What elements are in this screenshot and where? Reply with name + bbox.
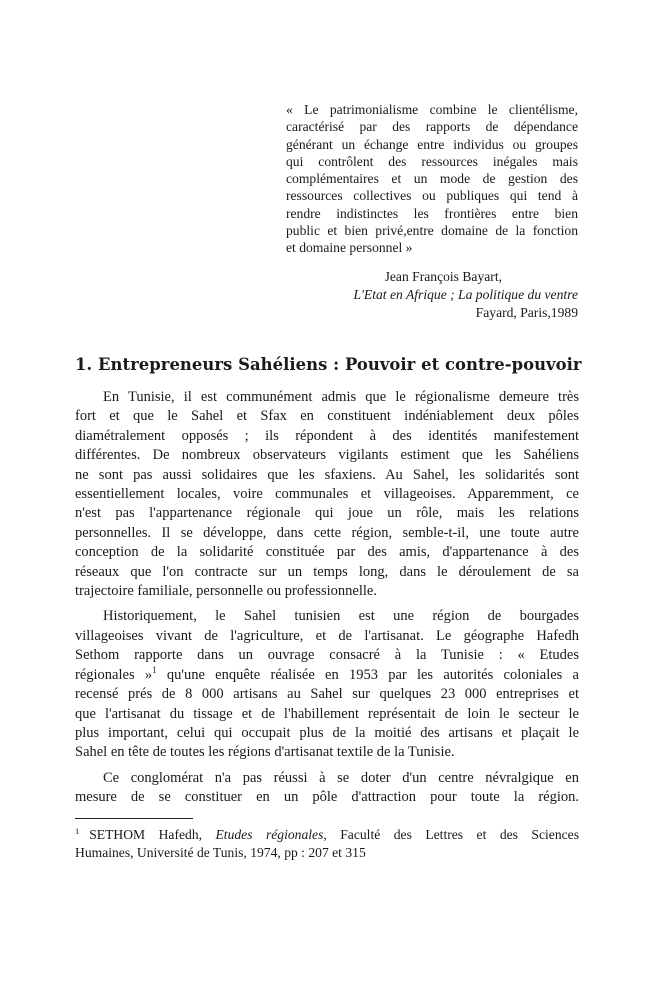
- text-line: [75, 666, 579, 685]
- text-line: fort et que le Sahel et Sfax en constituent indéniablement deux pôles: [75, 408, 579, 425]
- epigraph-line: qui contrôlent des ressources inégales mais: [286, 153, 578, 169]
- text-line: que l'artisanat du tissage et de l'habillement représentait de loin le secteur le: [75, 705, 579, 722]
- footnote-separator: [75, 818, 193, 819]
- text-line: personnelles. Il se développe, dans cette région, semble-t-il, une toute autre: [75, 524, 579, 541]
- paragraph-2: [75, 607, 579, 762]
- epigraph-line: public et bien privé,entre domaine de la fonction: [286, 223, 578, 239]
- text-line: diamétralement opposés ; ils répondent à des identités manifestement: [75, 427, 579, 444]
- text-line: conception de la solidarité constituée par des amis, d'appartenance à des: [75, 544, 579, 561]
- text-line: essentiellement locales, voire communales et villageoises. Apparemment, ce: [75, 486, 579, 503]
- text-line: n'est pas l'appartenance régionale qui joue un rôle, mais les relations: [75, 505, 579, 522]
- epigraph-line: « Le patrimonialisme combine le clientélisme,: [286, 102, 578, 117]
- section-heading: 1. Entrepreneurs Sahéliens : Pouvoir et contre-pouvoir: [75, 355, 582, 374]
- paragraph-3: [75, 769, 579, 808]
- epigraph-attribution: [353, 268, 578, 322]
- footnote-title: Etudes régionales: [215, 827, 324, 842]
- epigraph-work-title: L'Etat en Afrique ; La politique du ventre: [353, 287, 578, 302]
- text-segment: qu'une enquête réalisée en 1953 par les autorités coloniales a: [156, 666, 579, 683]
- text-line: Ce conglomérat n'a pas réussi à se doter d'un centre névralgique en: [103, 769, 579, 786]
- text-segment: régionales »: [75, 666, 153, 683]
- footnote-line: Humaines, Université de Tunis, 1974, pp : 207 et 315: [75, 844, 366, 860]
- footnote-mark: 1: [75, 826, 80, 836]
- text-line: trajectoire familiale, personnelle ou professionnelle.: [75, 583, 377, 600]
- text-line: Historiquement, le Sahel tunisien est une région de bourgades: [103, 608, 579, 625]
- epigraph-author: Jean François Bayart,: [384, 269, 502, 284]
- paragraph-1: [75, 388, 579, 601]
- epigraph-publisher: Fayard, Paris,1989: [475, 305, 578, 320]
- epigraph-line: générant un échange entre individus ou groupes: [286, 136, 578, 152]
- text-line: Sethom rapporte dans un ouvrage consacré à la Tunisie : « Etudes: [75, 647, 579, 664]
- epigraph-line: complémentaires et un mode de gestion des: [286, 171, 578, 187]
- text-line: mesure de se constituer en un pôle d'attraction pour toute la région.: [75, 789, 579, 806]
- text-line: plus important, celui qui occupait plus de la moitié des artisans et plaçait le: [75, 724, 579, 741]
- footnote-line: [75, 826, 579, 844]
- text-line: réseaux que l'on contracte sur un temps long, dans le déroulement de sa: [75, 563, 579, 580]
- text-line: villageoises vivant de l'agriculture, et de l'artisanat. Le géographe Hafedh: [75, 627, 579, 644]
- text-line: différentes. De nombreux observateurs vigilants estiment que les Sahéliens: [75, 447, 579, 464]
- epigraph-line: rendre indistinctes les frontières entre bien: [286, 205, 578, 221]
- footnote-publisher: , Faculté des Lettres et des Sciences: [323, 827, 579, 842]
- text-line: En Tunisie, il est communément admis que le régionalisme demeure très: [103, 389, 579, 405]
- footnote-author: SETHOM Hafedh,: [89, 827, 216, 842]
- epigraph-line: caractérisé par des rapports de dépendance: [286, 119, 578, 135]
- body-text: [75, 388, 579, 814]
- text-line: recensé prés de 8 000 artisans au Sahel sur quelques 23 000 entreprises et: [75, 686, 579, 703]
- footnote: [75, 826, 579, 861]
- epigraph-line: et domaine personnel »: [286, 240, 413, 256]
- epigraph-quote: [286, 101, 578, 257]
- text-line: Sahel en tête de toutes les régions d'artisanat textile de la Tunisie.: [75, 744, 455, 761]
- footnote-reference[interactable]: 1: [152, 664, 157, 675]
- text-line: ne sont pas aussi solidaires que les sfaxiens. Au Sahel, les solidarités sont: [75, 466, 579, 483]
- epigraph-line: ressources collectives ou publiques qui tend à: [286, 188, 578, 204]
